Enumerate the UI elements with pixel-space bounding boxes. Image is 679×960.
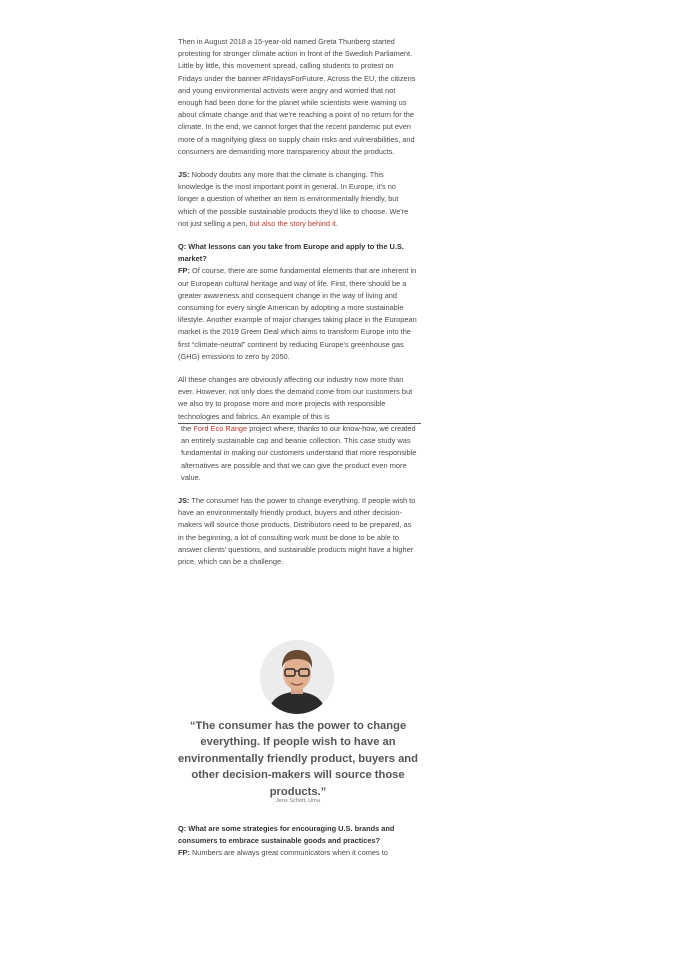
divider-line (178, 423, 421, 424)
paragraph-js-1 (178, 169, 418, 230)
story-link[interactable]: but also the story behind it (249, 218, 336, 228)
changes-pre: the (181, 423, 194, 433)
qa-block-strategies (178, 823, 418, 860)
qa-block-lessons (178, 241, 418, 363)
changes-text-b: project where, thanks to our know-how, we created an entirely sustainable cap and beanie collection. This case study was fundamental in making our customers understand that more responsible alternatives are possible and that we can give the product even more value. (181, 423, 417, 482)
paragraph-changes (178, 374, 418, 484)
question-strategies: Q: What are some strategies for encouraging U.S. brands and consumers to embrace sustainable goods and practices? (178, 824, 395, 846)
question-lessons: Q: What lessons can you take from Europe and apply to the U.S. market? (178, 242, 404, 264)
changes-text-a: All these changes are obviously affecting our industry now more than ever. However, not only does the demand come from our customers but we also try to propose more and more projects with responsible technologies and fabrics. An example of this is (178, 375, 413, 421)
js-1-text: Nobody doubts any more that the climate is changing. This knowledge is the most important point in general. In Europe, it's no longer a question of whether an item is environmentally friendly, but which of the possible sustainable products they'd like to choose. We're not just selling a pen, (178, 170, 409, 228)
js-2-text: The consumer has the power to change everything. If people wish to have an environmentally friendly product, buyers and other decision-makers will source those products. Distributors need to be prepared, as in the beginning, a lot of consulting work must be done to be able to answer clients' questions, and sustainable products might have a higher price, which can be a challenge. (178, 495, 416, 566)
ford-eco-range-link[interactable]: Ford Eco Range (193, 423, 248, 433)
speaker-label-js: JS: (178, 170, 190, 180)
article-body-continued (178, 823, 418, 871)
speaker-label-js-2: JS: (178, 495, 190, 505)
speaker-label-fp-2: FP: (178, 848, 190, 858)
js-1-end: . (335, 218, 338, 228)
pull-quote: “The consumer has the power to change everything. If people wish to have an environmentally friendly product, buyers and other decision-makers will source those products.” (178, 720, 418, 798)
fp-2-text: Numbers are always great communicators when it comes to (189, 848, 388, 858)
author-avatar (260, 640, 334, 714)
changes-indented-block (178, 423, 418, 484)
paragraph-js-2 (178, 495, 418, 568)
speaker-label-fp: FP: (178, 266, 190, 276)
article-body (178, 36, 418, 579)
portrait-image (260, 640, 334, 714)
fp-1-text: Of course, there are some fundamental elements that are inherent in our European cultural heritage and way of life. First, there should be a greater awareness and consequent change in the way of living and consuming for every single American by adopting a more sustainable lifestyle. Another example of major changes taking place in the European market is the 2019 Green Deal which aims to transform Europe into the first “climate-neutral” continent by reducing Europe's greenhouse gas (GHG) emissions to zero by 2050. (178, 266, 417, 361)
paragraph-greta: Then in August 2018 a 15-year-old named Greta Thunberg started protesting for stronger climate action in front of the Swedish Parliament. Little by little, this movement spread, calling students to protest on Fridays under the banner #FridaysForFuture. Across the EU, the citizens and young environmental activists were angry and worried that not enough had been done for the planet while scientists were warning us about climate change and that we're reaching a point of no return for the climate. In the end, we cannot forget that the recent pandemic put even more of a magnifying glass on supply chain risks and vulnerabilities, and consumers are demanding more transparency about the products. (178, 37, 416, 156)
pull-quote-attribution: Jens Schott, Uma (275, 798, 321, 804)
